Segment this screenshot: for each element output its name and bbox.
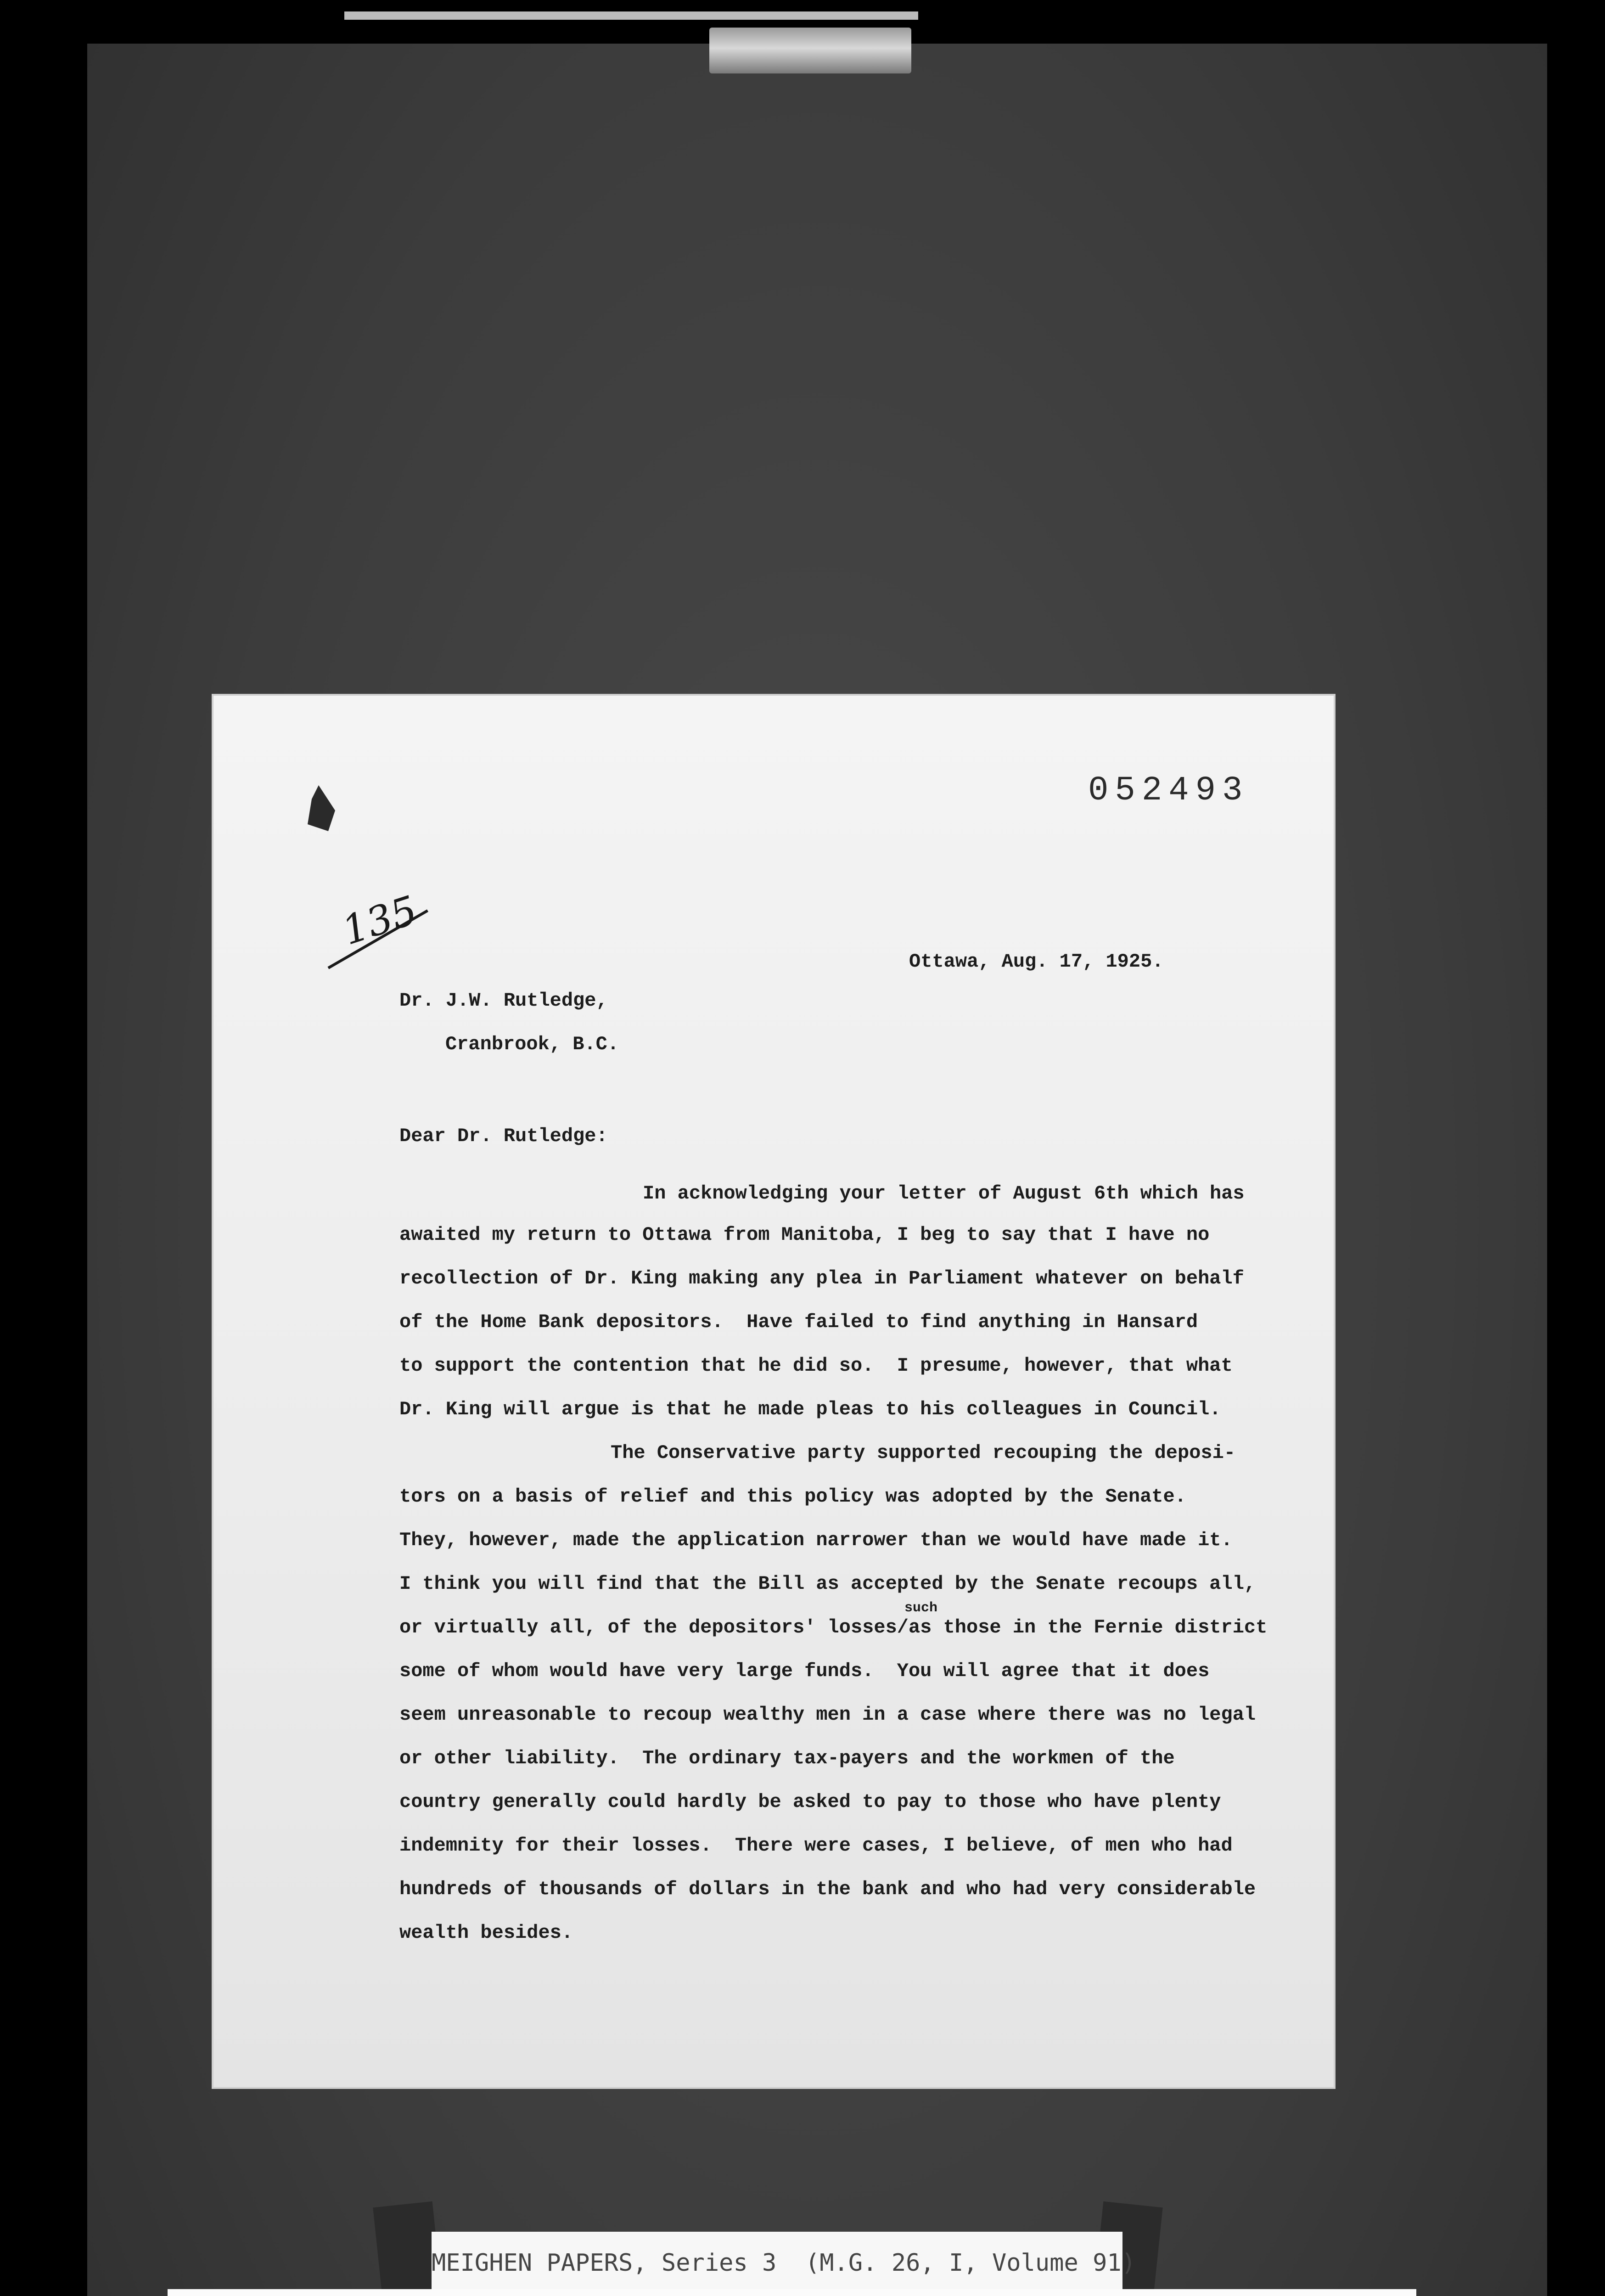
interlinear-insert: such	[904, 1600, 938, 1616]
body-line: hundreds of thousands of dollars in the bank and who had very considerable	[399, 1878, 1256, 1900]
document-number: 052493	[1088, 771, 1249, 810]
addressee-place: Cranbrook, B.C.	[445, 1033, 619, 1055]
body-line: awaited my return to Ottawa from Manitoba, I beg to say that I have no	[399, 1224, 1210, 1246]
date-line: Ottawa, Aug. 17, 1925.	[909, 951, 1164, 973]
body-line: The Conservative party supported recouping the deposi-	[611, 1442, 1236, 1464]
body-line: of the Home Bank depositors. Have failed to find anything in Hansard	[399, 1311, 1198, 1333]
body-line: seem unreasonable to recoup wealthy men in a case where there was no legal	[399, 1704, 1256, 1726]
body-line: country generally could hardly be asked to pay to those who have plenty	[399, 1791, 1221, 1813]
body-line: wealth besides.	[399, 1922, 573, 1944]
body-line: or other liability. The ordinary tax-payers and the workmen of the	[399, 1747, 1175, 1769]
folio-mark: 135	[337, 887, 423, 954]
body-line: tors on a basis of relief and this policy was adopted by the Senate.	[399, 1486, 1186, 1508]
series-label	[432, 2232, 1136, 2296]
body-line: some of whom would have very large funds. You will agree that it does	[399, 1660, 1210, 1682]
addressee-name: Dr. J.W. Rutledge,	[399, 990, 608, 1012]
body-line: Dr. King will argue is that he made pleas to his colleagues in Council.	[399, 1398, 1221, 1420]
clip-bar	[344, 11, 918, 20]
body-line: They, however, made the application narrower than we would have made it.	[399, 1529, 1233, 1551]
body-line: I think you will find that the Bill as accepted by the Senate recoups all,	[399, 1573, 1256, 1595]
salutation: Dear Dr. Rutledge:	[399, 1125, 608, 1147]
body-line: indemnity for their losses. There were cases, I believe, of men who had	[399, 1835, 1233, 1857]
archive-label	[168, 2289, 1416, 2296]
letter-page	[213, 696, 1334, 2087]
punch-hole	[308, 785, 335, 831]
body-line: to support the contention that he did so. I presume, however, that what	[399, 1355, 1233, 1377]
body-line: or virtually all, of the depositors' losses/as those in the Fernie district	[399, 1616, 1268, 1638]
binder-clip	[709, 28, 911, 73]
body-line: recollection of Dr. King making any plea in Parliament whatever on behalf	[399, 1267, 1244, 1289]
body-line: In acknowledging your letter of August 6th which has	[643, 1182, 1245, 1204]
series-label-text: MEIGHEN PAPERS, Series 3 (M.G. 26, I, Volume 91)	[432, 2249, 1136, 2277]
